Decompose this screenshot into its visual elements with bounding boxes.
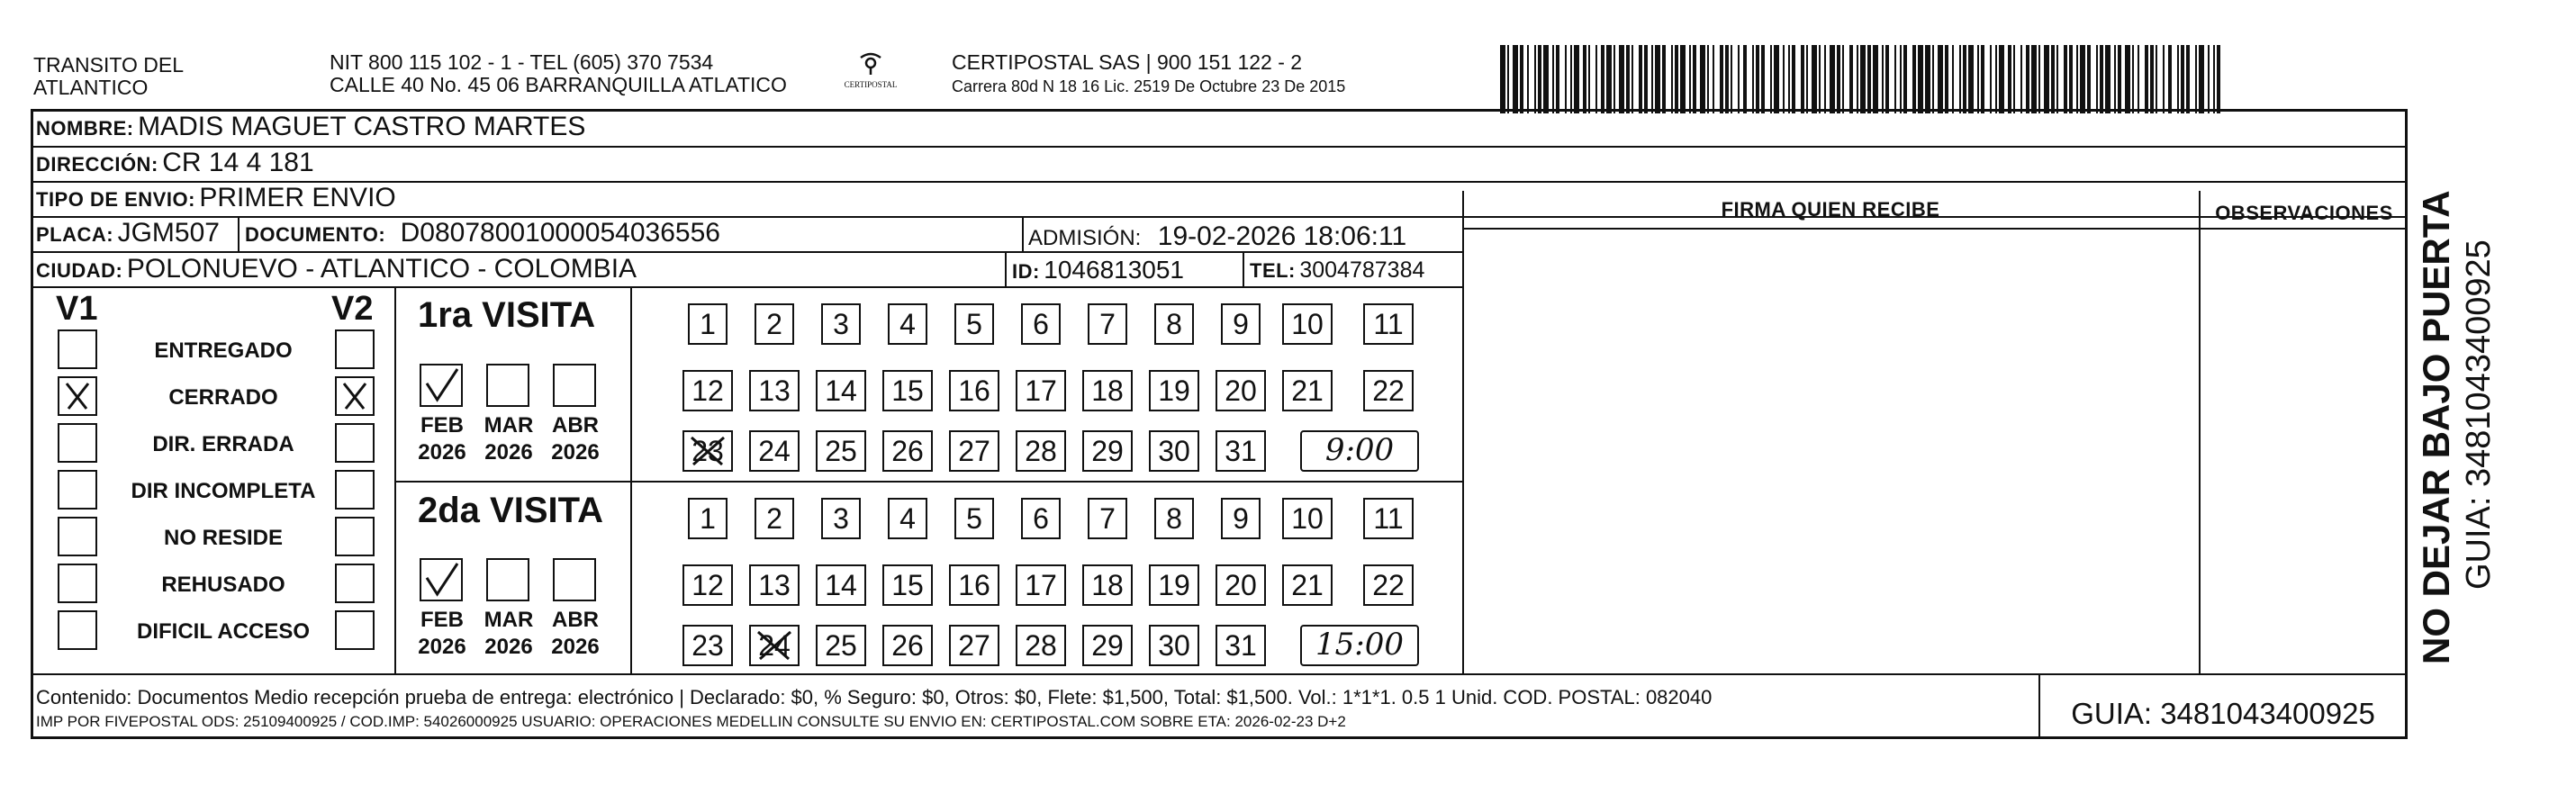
barcode-bar [1707, 45, 1709, 113]
barcode-bar [2105, 45, 2111, 113]
barcode-bar [2051, 45, 2055, 113]
barcode-bar [1720, 45, 1723, 113]
print-line: IMP POR FIVEPOSTAL ODS: 25109400925 / COD.IMP: 54026000925 USUARIO: OPERACIONES MEDELLIN CONSULTE SU ENVIO EN: CERTIPOSTAL.COM SOBRE ETA: 2026-02-23 D+2 [36, 713, 1346, 730]
day-box[interactable]: 7 [1088, 303, 1127, 345]
barcode-bar [1842, 45, 1844, 113]
month-name: ABR [552, 413, 599, 438]
barcode-bar [1819, 45, 1821, 113]
status-option-label: NO RESIDE [163, 526, 284, 550]
v1-checkbox[interactable] [58, 470, 97, 510]
name-label: NOMBRE: [36, 117, 134, 140]
day-box[interactable]: 26 [882, 430, 933, 472]
name-value: MADIS MAGUET CASTRO MARTES [138, 112, 586, 141]
v2-checkbox[interactable] [335, 470, 375, 510]
col-divider [630, 286, 632, 673]
day-box[interactable]: 13 [749, 564, 800, 606]
barcode-bar [2132, 45, 2134, 113]
month-checkbox[interactable] [553, 364, 596, 407]
address-value: CR 14 4 181 [162, 148, 314, 177]
barcode-bar [1752, 45, 1754, 113]
barcode-bar [2114, 45, 2116, 113]
day-box[interactable]: 2 [755, 303, 794, 345]
v1-checkbox[interactable] [58, 329, 97, 369]
day-box[interactable]: 26 [882, 625, 933, 666]
day-box[interactable]: 25 [816, 625, 866, 666]
id-label: ID: [1012, 260, 1040, 283]
status-option-label: DIR INCOMPLETA [131, 479, 316, 503]
tel-field [1250, 257, 1424, 284]
barcode-bar [1995, 45, 1997, 113]
day-box[interactable]: 17 [1016, 370, 1066, 411]
barcode-bar [2008, 45, 2011, 113]
barcode-bar [1565, 45, 1567, 113]
month-year: 2026 [418, 635, 466, 659]
row-divider [31, 286, 1462, 288]
barcode-bar [1812, 45, 1817, 113]
barcode-bar [1738, 45, 1740, 113]
x-mark-icon [59, 378, 95, 414]
barcode-bar [1945, 45, 1948, 113]
v2-checkbox[interactable] [335, 376, 375, 416]
barcode-bar [2087, 45, 2091, 113]
day-box[interactable]: 18 [1082, 564, 1133, 606]
barcode-bar [2013, 45, 2015, 113]
barcode-bar [1894, 45, 1896, 113]
month-label [411, 412, 474, 466]
barcode-bar [1963, 45, 1966, 113]
month-checkbox[interactable] [486, 558, 529, 601]
day-box[interactable]: 29 [1082, 430, 1133, 472]
day-box[interactable]: 27 [949, 625, 999, 666]
barcode-bar [1520, 45, 1523, 113]
v2-checkbox[interactable] [335, 423, 375, 463]
month-name: ABR [552, 608, 599, 632]
month-name: MAR [484, 413, 534, 438]
barcode-bar [2145, 45, 2148, 113]
status-option-label: CERRADO [168, 385, 278, 410]
barcode-bar [1824, 45, 1826, 113]
day-box[interactable]: 11 [1363, 303, 1414, 345]
day-box[interactable]: 10 [1282, 303, 1333, 345]
contents-line: Contenido: Documentos Medio recepción prueba de entrega: electrónico | Declarado: $0, % Seguro: $0, Otros: $0, Flete: $1,500, Total: $1,500. Vol.: 1*1*1. 0.5 1 Unid. COD. POSTAL: 082040 [36, 686, 1713, 708]
barcode-bar [2031, 45, 2037, 113]
barcode-bar [1626, 45, 1630, 113]
month-label [544, 412, 607, 466]
barcode-bar [2056, 45, 2058, 113]
month-year: 2026 [551, 440, 600, 465]
barcode-bar [1500, 45, 1505, 113]
month-name: FEB [420, 608, 464, 632]
barcode-bar [2186, 45, 2190, 113]
barcode-bar [2156, 45, 2157, 113]
v2-checkbox[interactable] [335, 329, 375, 369]
id-value: 1046813051 [1044, 256, 1185, 284]
day-box[interactable]: 3 [821, 303, 861, 345]
day-box[interactable]: 9 [1221, 303, 1261, 345]
tel-value: 3004787384 [1299, 257, 1425, 283]
month-name: MAR [484, 608, 534, 632]
barcode-bar [1882, 45, 1884, 113]
row-divider [31, 146, 2408, 148]
second-visit-title: 2da VISITA [418, 491, 603, 530]
barcode-bar [1662, 45, 1666, 113]
barcode-bar [1552, 45, 1554, 113]
v2-checkbox[interactable] [335, 610, 375, 650]
barcode-bar [1885, 45, 1889, 113]
barcode-bar [1538, 45, 1541, 113]
status-option-label: REHUSADO [161, 573, 285, 597]
barcode-bar [2080, 45, 2085, 113]
barcode-bar [1583, 45, 1586, 113]
col-divider [394, 286, 396, 673]
day-box[interactable]: 23 [682, 430, 733, 472]
barcode-bar [1675, 45, 1678, 113]
barcode-bar [2150, 45, 2154, 113]
barcode-bar [2163, 45, 2165, 113]
barcode-bar [2100, 45, 2103, 113]
admission-field [1028, 221, 1406, 252]
address-label: DIRECCIÓN: [36, 153, 158, 176]
barcode-bar [1534, 45, 1536, 113]
barcode-bar [1837, 45, 1840, 113]
day-box[interactable]: 4 [888, 498, 927, 539]
month-label [544, 607, 607, 661]
tel-label: TEL: [1250, 259, 1296, 282]
day-box[interactable]: 8 [1154, 303, 1194, 345]
v1-checkbox[interactable] [58, 517, 97, 556]
col-divider [238, 216, 240, 251]
day-box[interactable]: 23 [682, 625, 733, 666]
barcode-bar [1788, 45, 1790, 113]
certipostal-logo [836, 52, 906, 89]
x-mark-icon [684, 432, 731, 470]
day-box[interactable]: 20 [1216, 370, 1266, 411]
barcode-bar [2138, 45, 2139, 113]
barcode-bar [1644, 45, 1648, 113]
shipment-type-value: PRIMER ENVIO [199, 183, 396, 212]
city-field [36, 254, 637, 284]
barcode-bar [1693, 45, 1696, 113]
nit-line: NIT 800 115 102 - 1 - TEL (605) 370 7534 [330, 50, 714, 74]
month-name: FEB [420, 413, 464, 438]
v2-checkbox[interactable] [335, 564, 375, 603]
barcode-bar [1999, 45, 2004, 113]
address-field [36, 148, 314, 178]
day-box[interactable]: 28 [1016, 625, 1066, 666]
day-box[interactable]: 31 [1216, 625, 1266, 666]
barcode-bar [1801, 45, 1804, 113]
day-box[interactable]: 3 [821, 498, 861, 539]
day-box[interactable]: 31 [1216, 430, 1266, 472]
barcode-bar [1595, 45, 1597, 113]
v1-checkbox[interactable] [58, 564, 97, 603]
barcode-bar [2026, 45, 2029, 113]
v1-checkbox[interactable] [58, 610, 97, 650]
day-box[interactable]: 28 [1016, 430, 1066, 472]
barcode-bar [1783, 45, 1785, 113]
barcode-bar [2020, 45, 2022, 113]
barcode-bar [1671, 45, 1673, 113]
barcode-bar [1977, 45, 1979, 113]
day-box[interactable]: 17 [1016, 564, 1066, 606]
city-label: CIUDAD: [36, 259, 123, 282]
no-leave-under-door-warning: NO DEJAR BAJO PUERTA [2415, 190, 2457, 664]
barcode-bar [1689, 45, 1691, 113]
month-checkbox[interactable] [420, 364, 463, 407]
barcode-bar [2177, 45, 2179, 113]
day-box[interactable]: 19 [1149, 370, 1199, 411]
visit-time: 15:00 [1300, 625, 1419, 666]
barcode-bar [2038, 45, 2040, 113]
company-line-1: TRANSITO DEL [33, 53, 184, 77]
day-box[interactable]: 16 [949, 370, 999, 411]
barcode-bar [1725, 45, 1729, 113]
plate-value: JGM507 [117, 218, 220, 248]
check-mark-icon [421, 560, 461, 600]
city-value: POLONUEVO - ATLANTICO - COLOMBIA [126, 254, 637, 284]
barcode-bar [1932, 45, 1934, 113]
barcode-bar [1990, 45, 1992, 113]
barcode-bar [1912, 45, 1916, 113]
barcode-bar [1761, 45, 1765, 113]
day-box[interactable]: 5 [954, 498, 994, 539]
company-name [33, 54, 184, 99]
barcode-bar [2195, 45, 2197, 113]
barcode-bar [1860, 45, 1866, 113]
day-box[interactable]: 11 [1363, 498, 1414, 539]
barcode-bar [2199, 45, 2204, 113]
barcode-bar [1631, 45, 1633, 113]
month-label [411, 607, 474, 661]
barcode [1498, 45, 2229, 113]
barcode-bar [1756, 45, 1759, 113]
barcode-bar [2044, 45, 2049, 113]
barcode-bar [1651, 45, 1653, 113]
day-box[interactable]: 20 [1216, 564, 1266, 606]
day-box[interactable]: 15 [882, 564, 933, 606]
barcode-bar [1900, 45, 1902, 113]
day-box[interactable]: 22 [1363, 564, 1414, 606]
barcode-bar [1873, 45, 1878, 113]
barcode-bar [1918, 45, 1923, 113]
status-option-label: DIR. ERRADA [152, 432, 294, 456]
barcode-bar [1830, 45, 1835, 113]
document-field [245, 218, 720, 248]
barcode-bar [1700, 45, 1705, 113]
document-label: DOCUMENTO: [245, 223, 386, 246]
barcode-bar [2118, 45, 2121, 113]
barcode-bar [1680, 45, 1686, 113]
day-box[interactable]: 9 [1221, 498, 1261, 539]
courier-info [952, 51, 1345, 96]
plate-label: PLACA: [36, 223, 114, 246]
barcode-bar [1639, 45, 1642, 113]
day-box[interactable]: 12 [682, 564, 733, 606]
admission-label: ADMISIÓN: [1028, 226, 1142, 250]
day-box[interactable]: 24 [749, 625, 800, 666]
month-year: 2026 [484, 635, 533, 659]
name-field [36, 112, 585, 142]
day-box[interactable]: 30 [1149, 625, 1199, 666]
barcode-bar [1731, 45, 1732, 113]
col-divider [1005, 251, 1007, 286]
barcode-bar [1601, 45, 1604, 113]
barcode-bar [1849, 45, 1853, 113]
barcode-bar [1806, 45, 1808, 113]
barcode-bar [2069, 45, 2073, 113]
barcode-bar [1925, 45, 1930, 113]
month-checkbox[interactable] [553, 558, 596, 601]
day-box[interactable]: 15 [882, 370, 933, 411]
barcode-bar [2076, 45, 2078, 113]
day-box[interactable]: 4 [888, 303, 927, 345]
license-line: Carrera 80d N 18 16 Lic. 2519 De Octubre 23 De 2015 [952, 77, 1346, 95]
barcode-bar [1938, 45, 1943, 113]
logo-icon [857, 52, 884, 76]
v1-label: V1 [56, 290, 98, 328]
day-box[interactable]: 22 [1363, 370, 1414, 411]
observations-header: OBSERVACIONES [2215, 202, 2393, 224]
signature-area[interactable] [1464, 230, 2199, 673]
observations-area[interactable] [2201, 230, 2406, 673]
status-option-label: ENTREGADO [154, 338, 293, 363]
address-line: CALLE 40 No. 45 06 BARRANQUILLA ATLATICO [330, 73, 787, 96]
barcode-bar [1959, 45, 1961, 113]
shipment-type-label: TIPO DE ENVIO: [36, 188, 195, 211]
barcode-bar [1743, 45, 1747, 113]
day-box[interactable]: 6 [1021, 498, 1061, 539]
month-year: 2026 [551, 635, 600, 659]
barcode-bar [1792, 45, 1795, 113]
visit-time: 9:00 [1300, 430, 1419, 472]
month-label [477, 412, 540, 466]
signature-header: FIRMA QUIEN RECIBE [1721, 198, 1940, 221]
day-box[interactable]: 2 [755, 498, 794, 539]
col-divider [1243, 251, 1244, 286]
month-checkbox[interactable] [420, 558, 463, 601]
v2-checkbox[interactable] [335, 517, 375, 556]
day-box[interactable]: 6 [1021, 303, 1061, 345]
company-line-2: ATLANTICO [33, 76, 149, 99]
barcode-bar [1968, 45, 1974, 113]
status-option-label: DIFICIL ACCESO [136, 619, 310, 644]
barcode-bar [1543, 45, 1549, 113]
first-visit-title: 1ra VISITA [418, 295, 596, 335]
barcode-bar [1606, 45, 1612, 113]
day-box[interactable]: 7 [1088, 498, 1127, 539]
month-checkbox[interactable] [486, 364, 529, 407]
plate-field [36, 218, 220, 248]
day-box[interactable]: 19 [1149, 564, 1199, 606]
v2-label: V2 [331, 290, 374, 328]
barcode-bar [1507, 45, 1509, 113]
day-box[interactable]: 14 [816, 564, 866, 606]
barcode-bar [1857, 45, 1858, 113]
month-label [477, 607, 540, 661]
barcode-bar [2217, 45, 2220, 113]
v1-checkbox[interactable] [58, 423, 97, 463]
day-box[interactable]: 21 [1282, 564, 1333, 606]
visit-divider [394, 481, 1462, 483]
day-box[interactable]: 14 [816, 370, 866, 411]
barcode-bar [1655, 45, 1660, 113]
footer-divider [31, 673, 2408, 675]
barcode-bar [1613, 45, 1615, 113]
id-field [1012, 256, 1184, 284]
barcode-bar [2125, 45, 2130, 113]
barcode-bar [1570, 45, 1572, 113]
day-box[interactable]: 27 [949, 430, 999, 472]
day-box[interactable]: 8 [1154, 498, 1194, 539]
v1-checkbox[interactable] [58, 376, 97, 416]
barcode-bar [1774, 45, 1779, 113]
barcode-bar [2181, 45, 2184, 113]
day-box[interactable]: 21 [1282, 370, 1333, 411]
check-mark-icon [421, 365, 461, 405]
company-contact [330, 51, 787, 96]
barcode-bar [1952, 45, 1954, 113]
month-year: 2026 [484, 440, 533, 465]
day-box[interactable]: 16 [949, 564, 999, 606]
x-mark-icon [337, 378, 373, 414]
barcode-bar [1619, 45, 1624, 113]
barcode-bar [1867, 45, 1871, 113]
admission-value: 19-02-2026 18:06:11 [1157, 221, 1407, 251]
side-guide-number: GUIA: 3481043400925 [2460, 239, 2498, 590]
barcode-bar [1903, 45, 1907, 113]
day-box[interactable]: 18 [1082, 370, 1133, 411]
month-year: 2026 [418, 440, 466, 465]
day-box[interactable]: 25 [816, 430, 866, 472]
barcode-bar [2096, 45, 2098, 113]
barcode-bar [1713, 45, 1714, 113]
barcode-bar [2168, 45, 2172, 113]
barcode-bar [1574, 45, 1579, 113]
barcode-bar [1770, 45, 1772, 113]
day-box[interactable]: 13 [749, 370, 800, 411]
barcode-bar [1527, 45, 1529, 113]
day-box[interactable]: 29 [1082, 625, 1133, 666]
barcode-bar [1588, 45, 1590, 113]
document-value: D08078001000054036556 [400, 218, 720, 248]
day-box[interactable]: 12 [682, 370, 733, 411]
courier-line: CERTIPOSTAL SAS | 900 151 122 - 2 [952, 50, 1303, 74]
logo-text: CERTIPOSTAL [844, 80, 898, 89]
barcode-bar [2208, 45, 2210, 113]
day-box[interactable]: 30 [1149, 430, 1199, 472]
day-box[interactable]: 1 [688, 303, 728, 345]
x-mark-icon [751, 627, 798, 664]
barcode-bar [1556, 45, 1559, 113]
day-box[interactable]: 24 [749, 430, 800, 472]
col-divider [1022, 216, 1024, 251]
barcode-bar [1513, 45, 1518, 113]
shipment-type-field [36, 183, 396, 213]
barcode-bar [1981, 45, 1984, 113]
day-box[interactable]: 1 [688, 498, 728, 539]
day-box[interactable]: 5 [954, 303, 994, 345]
barcode-bar [2064, 45, 2067, 113]
day-box[interactable]: 10 [1282, 498, 1333, 539]
guide-box: GUIA: 3481043400925 [2071, 697, 2375, 730]
barcode-bar [2213, 45, 2215, 113]
